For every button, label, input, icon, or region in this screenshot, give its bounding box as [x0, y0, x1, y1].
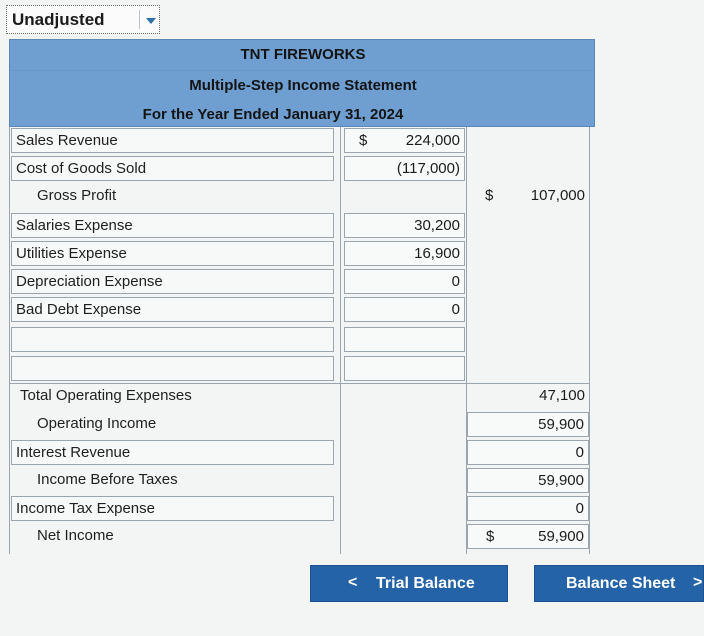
- interest-revenue-amount[interactable]: [467, 440, 589, 465]
- dropdown-value: Unadjusted: [12, 10, 105, 29]
- cogs-amount[interactable]: [344, 156, 465, 181]
- blank-label[interactable]: [11, 327, 334, 352]
- utilities-label[interactable]: Utilities Expense: [11, 241, 334, 266]
- depreciation-value: 0: [451, 273, 460, 290]
- statement-period: For the Year Ended January 31, 2024: [142, 106, 404, 123]
- cogs-label[interactable]: Cost of Goods Sold: [11, 156, 334, 181]
- total-opex-label: Total Operating Expenses: [20, 387, 192, 404]
- dollar-sign: $: [486, 528, 495, 545]
- utilities-amount[interactable]: [344, 241, 465, 266]
- chevron-down-icon[interactable]: [146, 18, 156, 24]
- income-tax-value: 0: [575, 500, 584, 517]
- income-before-taxes-label: Income Before Taxes: [37, 471, 178, 488]
- operating-income-value: 59,900: [538, 416, 584, 433]
- row-utilities-expense: [9, 240, 595, 268]
- statement-grid: [9, 127, 595, 554]
- depreciation-amount[interactable]: [344, 269, 465, 294]
- salaries-label[interactable]: Salaries Expense: [11, 213, 334, 238]
- trial-balance-button[interactable]: [310, 565, 508, 602]
- cogs-value: (117,000): [396, 160, 460, 177]
- gross-profit-value: 107,000: [530, 187, 585, 204]
- row-salaries-expense: [9, 212, 595, 240]
- interest-revenue-label[interactable]: Interest Revenue: [11, 440, 334, 465]
- statement-title: Multiple-Step Income Statement: [189, 77, 417, 94]
- bad-debt-label[interactable]: Bad Debt Expense: [11, 297, 334, 322]
- statement-type-dropdown[interactable]: [6, 5, 160, 34]
- company-name: TNT FIREWORKS: [240, 46, 366, 63]
- utilities-value: 16,900: [414, 245, 460, 262]
- net-income-label: Net Income: [37, 527, 114, 544]
- row-sales-revenue: [9, 127, 595, 155]
- net-income-value: 59,900: [538, 528, 584, 545]
- salaries-amount[interactable]: [344, 213, 465, 238]
- row-cost-of-goods-sold: [9, 155, 595, 183]
- blank-label[interactable]: [11, 356, 334, 381]
- interest-revenue-value: 0: [575, 444, 584, 461]
- total-opex-value: 47,100: [539, 387, 585, 404]
- bad-debt-value: 0: [451, 301, 460, 318]
- income-tax-amount[interactable]: [467, 496, 589, 521]
- chevron-left-icon: <: [348, 574, 358, 591]
- row-bad-debt-expense: [9, 296, 595, 324]
- sales-revenue-label[interactable]: Sales Revenue: [11, 128, 334, 153]
- balance-sheet-button[interactable]: [534, 565, 704, 602]
- income-before-taxes-value: 59,900: [538, 472, 584, 489]
- row-blank: [9, 355, 595, 383]
- header-divider: [10, 70, 594, 71]
- row-income-tax-expense: [9, 495, 595, 523]
- net-income-amount[interactable]: [467, 524, 589, 549]
- depreciation-label[interactable]: Depreciation Expense: [11, 269, 334, 294]
- row-net-income: [9, 523, 595, 551]
- dollar-sign: $: [485, 187, 494, 204]
- row-interest-revenue: [9, 439, 595, 467]
- dollar-sign: $: [359, 132, 368, 149]
- dropdown-separator: [139, 10, 140, 29]
- row-gross-profit: [9, 183, 595, 211]
- bad-debt-amount[interactable]: [344, 297, 465, 322]
- row-total-operating-expenses: [9, 383, 595, 411]
- sales-revenue-value: 224,000: [405, 132, 460, 149]
- operating-income-label: Operating Income: [37, 415, 157, 432]
- trial-balance-label: Trial Balance: [376, 575, 475, 592]
- sales-revenue-amount[interactable]: [344, 128, 465, 153]
- income-before-taxes-amount[interactable]: [467, 468, 589, 493]
- row-depreciation-expense: [9, 268, 595, 296]
- income-tax-label[interactable]: Income Tax Expense: [11, 496, 334, 521]
- chevron-right-icon: >: [693, 574, 703, 591]
- statement-header: [9, 39, 595, 127]
- total-opex-amount: [467, 384, 589, 409]
- gross-profit-label: Gross Profit: [37, 187, 117, 204]
- blank-amount[interactable]: [344, 327, 465, 352]
- row-income-before-taxes: [9, 467, 595, 495]
- row-blank: [9, 326, 595, 354]
- blank-amount[interactable]: [344, 356, 465, 381]
- gross-profit-amount: [467, 184, 589, 209]
- salaries-value: 30,200: [414, 217, 460, 234]
- balance-sheet-label: Balance Sheet: [566, 575, 676, 592]
- row-operating-income: [9, 411, 595, 439]
- operating-income-amount[interactable]: [467, 412, 589, 437]
